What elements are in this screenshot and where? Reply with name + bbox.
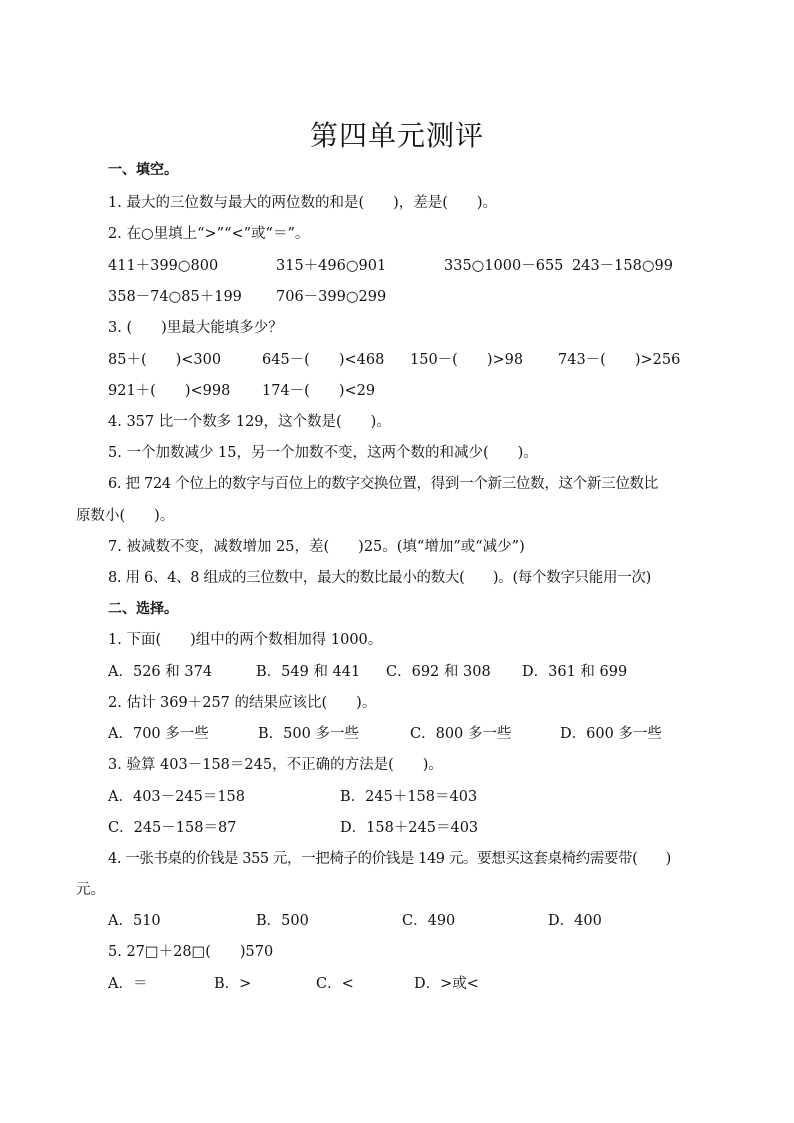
option-b: B．245＋158＝403 [340, 789, 478, 805]
section-heading-multiple-choice: 二、选择。 [108, 601, 178, 617]
option-a: A．510 [108, 913, 161, 929]
option-d: D．158＋245＝403 [340, 820, 479, 836]
question-2-5: 5. 27□＋28□( )570 [108, 944, 274, 960]
compare-item: 335○1000－655 [444, 258, 564, 274]
section-heading-fill-blank: 一、填空。 [108, 162, 178, 178]
question-1-6-line2: 原数小( )。 [76, 508, 175, 524]
option-c: C．490 [402, 913, 456, 929]
option-b: B．549 和 441 [256, 664, 361, 680]
question-2-1: 1. 下面( )组中的两个数相加得 1000。 [108, 632, 383, 648]
compare-item: 243－158○99 [572, 258, 673, 274]
option-d: D．600 多一些 [560, 726, 662, 742]
question-1-3: 3. ( )里最大能填多少？ [108, 320, 283, 336]
compare-item: 411＋399○800 [108, 258, 219, 274]
option-c: C．< [316, 976, 354, 992]
compare-item: 358－74○85＋199 [108, 289, 242, 305]
option-a: A．526 和 374 [108, 664, 213, 680]
question-2-3: 3. 验算 403－158＝245，不正确的方法是( )。 [108, 757, 443, 773]
option-d: D．400 [548, 913, 602, 929]
fill-item: 174－( )<29 [262, 383, 376, 399]
option-d: D．361 和 699 [522, 664, 628, 680]
question-1-5: 5. 一个加数减少 15，另一个加数不变，这两个数的和减少( )。 [108, 445, 538, 461]
question-1-1: 1. 最大的三位数与最大的两位数的和是( )，差是( )。 [108, 195, 498, 211]
option-b: B．> [214, 976, 252, 992]
question-1-6-line1: 6. 把 724 个位上的数字与百位上的数字交换位置，得到一个新三位数，这个新三位数比 [108, 476, 658, 492]
fill-item: 743－( )>256 [558, 352, 681, 368]
option-b: B．500 多一些 [258, 726, 359, 742]
option-b: B．500 [256, 913, 309, 929]
question-1-2: 2. 在○里填上“>”“<”或“＝”。 [108, 226, 310, 242]
option-a: A．403－245＝158 [108, 789, 245, 805]
question-1-8: 8. 用 6、4、8 组成的三位数中，最大的数比最小的数大( )。(每个数字只能用一次) [108, 570, 651, 586]
option-c: C．800 多一些 [410, 726, 512, 742]
fill-item: 85＋( )<300 [108, 352, 222, 368]
option-c: C．692 和 308 [386, 664, 491, 680]
compare-item: 706－399○299 [276, 289, 387, 305]
question-2-4-line2: 元。 [76, 882, 105, 898]
question-1-7: 7. 被减数不变，减数增加 25，差( )25。(填“增加”或“减少”) [108, 539, 525, 555]
question-1-4: 4. 357 比一个数多 129，这个数是( )。 [108, 414, 391, 430]
option-a: A．700 多一些 [108, 726, 209, 742]
question-2-2: 2. 估计 369＋257 的结果应该比( )。 [108, 695, 377, 711]
fill-item: 921＋( )<998 [108, 383, 231, 399]
compare-item: 315＋496○901 [276, 258, 387, 274]
option-a: A．＝ [108, 976, 148, 992]
option-c: C．245－158＝87 [108, 820, 237, 836]
option-d: D．>或< [414, 976, 479, 992]
fill-item: 645－( )<468 [262, 352, 385, 368]
question-2-4-line1: 4. 一张书桌的价钱是 355 元，一把椅子的价钱是 149 元。要想买这套桌椅约需要带( ) [108, 851, 671, 867]
fill-item: 150－( )>98 [410, 352, 524, 368]
page-title: 第四单元测评 [309, 119, 484, 152]
